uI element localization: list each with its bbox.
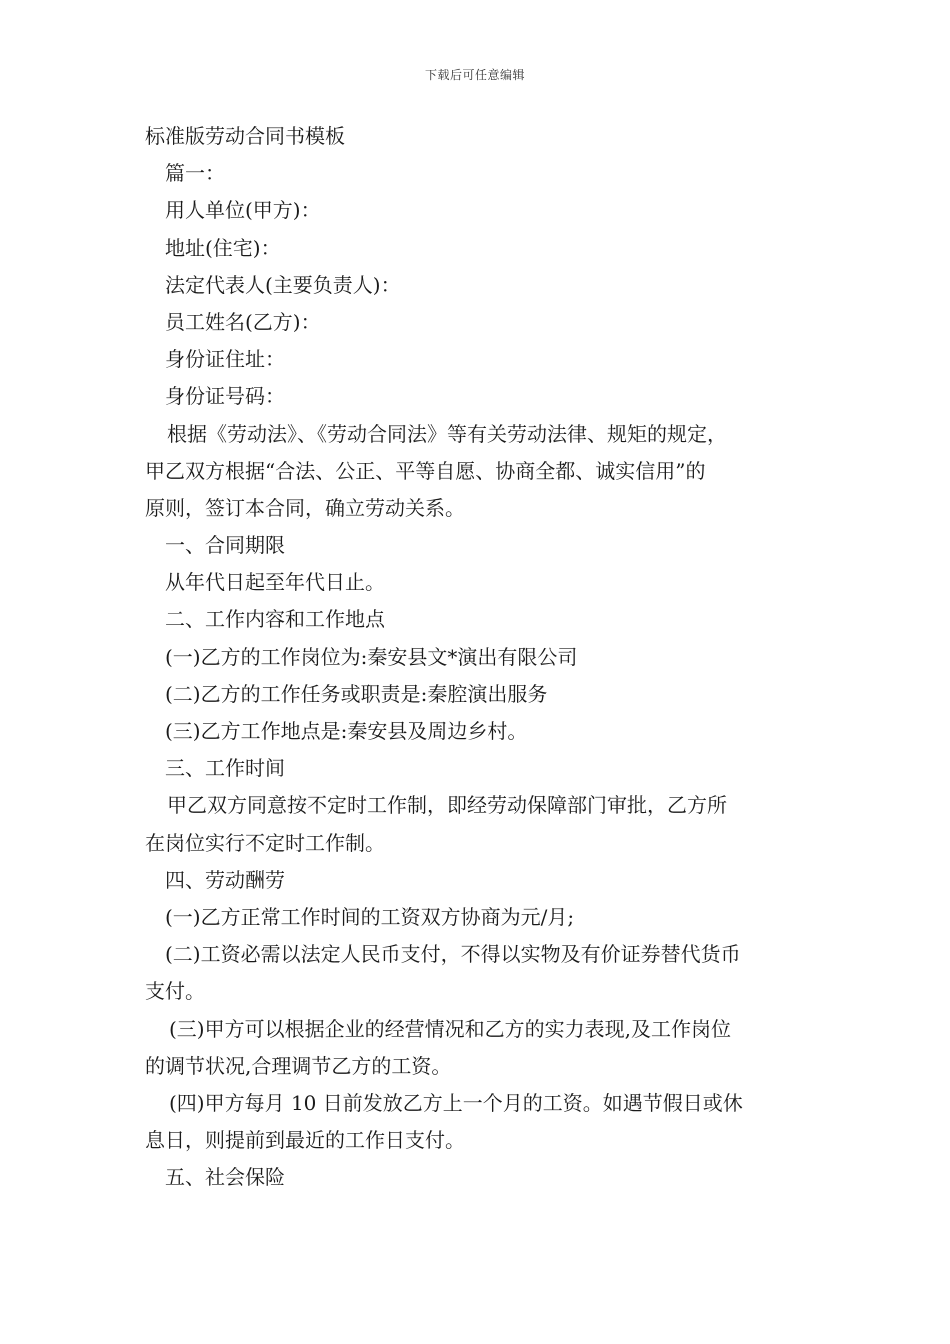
paragraph-line: 根据《劳动法》、《劳动合同法》等有关劳动法律、规矩的规定，	[167, 421, 727, 446]
page-header-note: 下载后可任意编辑	[424, 68, 525, 82]
paragraph-line: 在岗位实行不定时工作制。	[145, 830, 385, 855]
paragraph-line: 的调节状况,合理调节乙方的工资。	[145, 1053, 452, 1078]
field-legal-representative: 法定代表人(主要负责人)：	[165, 272, 401, 297]
paragraph-line: (三)甲方可以根据企业的经营情况和乙方的实力表现,及工作岗位	[169, 1016, 731, 1041]
paragraph-line: 甲乙双方根据“合法、公正、平等自愿、协商全都、诚实信用”的	[145, 458, 706, 483]
paragraph-line: (四)甲方每月 10 日前发放乙方上一个月的工资。如遇节假日或休	[169, 1090, 743, 1115]
paragraph-line: 息日，则提前到最近的工作日支付。	[145, 1128, 465, 1153]
paragraph-line: (一)乙方的工作岗位为:秦安县文*演出有限公司	[165, 644, 578, 669]
heading-remuneration: 四、劳动酬劳	[165, 867, 285, 892]
paragraph-line: (二)工资必需以法定人民币支付，不得以实物及有价证券替代货币	[165, 942, 741, 967]
heading-work-hours: 三、工作时间	[165, 756, 285, 781]
paragraph-line: (三)乙方工作地点是:秦安县及周边乡村。	[165, 719, 528, 743]
heading-social-insurance: 五、社会保险	[165, 1165, 285, 1190]
field-employee-name: 员工姓名(乙方)：	[165, 309, 321, 334]
field-address: 地址(住宅)：	[165, 235, 281, 260]
paragraph-line: 从年代日起至年代日止。	[165, 570, 385, 595]
section-label: 篇一：	[165, 161, 225, 186]
document-body	[145, 118, 810, 1196]
heading-work-content: 二、工作内容和工作地点	[165, 607, 385, 632]
heading-contract-term: 一、合同期限	[165, 533, 285, 558]
paragraph-line: 支付。	[145, 979, 205, 1004]
field-id-number: 身份证号码：	[165, 384, 285, 409]
field-employer: 用人单位(甲方)：	[165, 198, 321, 223]
paragraph-line: (一)乙方正常工作时间的工资双方协商为元/月;	[165, 904, 575, 929]
field-id-address: 身份证住址：	[165, 347, 285, 372]
paragraph-line: 原则，签订本合同，确立劳动关系。	[145, 495, 465, 520]
paragraph-line: 甲乙双方同意按不定时工作制，即经劳动保障部门审批，乙方所	[167, 793, 727, 818]
paragraph-line: (二)乙方的工作任务或职责是:秦腔演出服务	[165, 681, 548, 706]
document-title: 标准版劳动合同书模板	[145, 124, 345, 148]
